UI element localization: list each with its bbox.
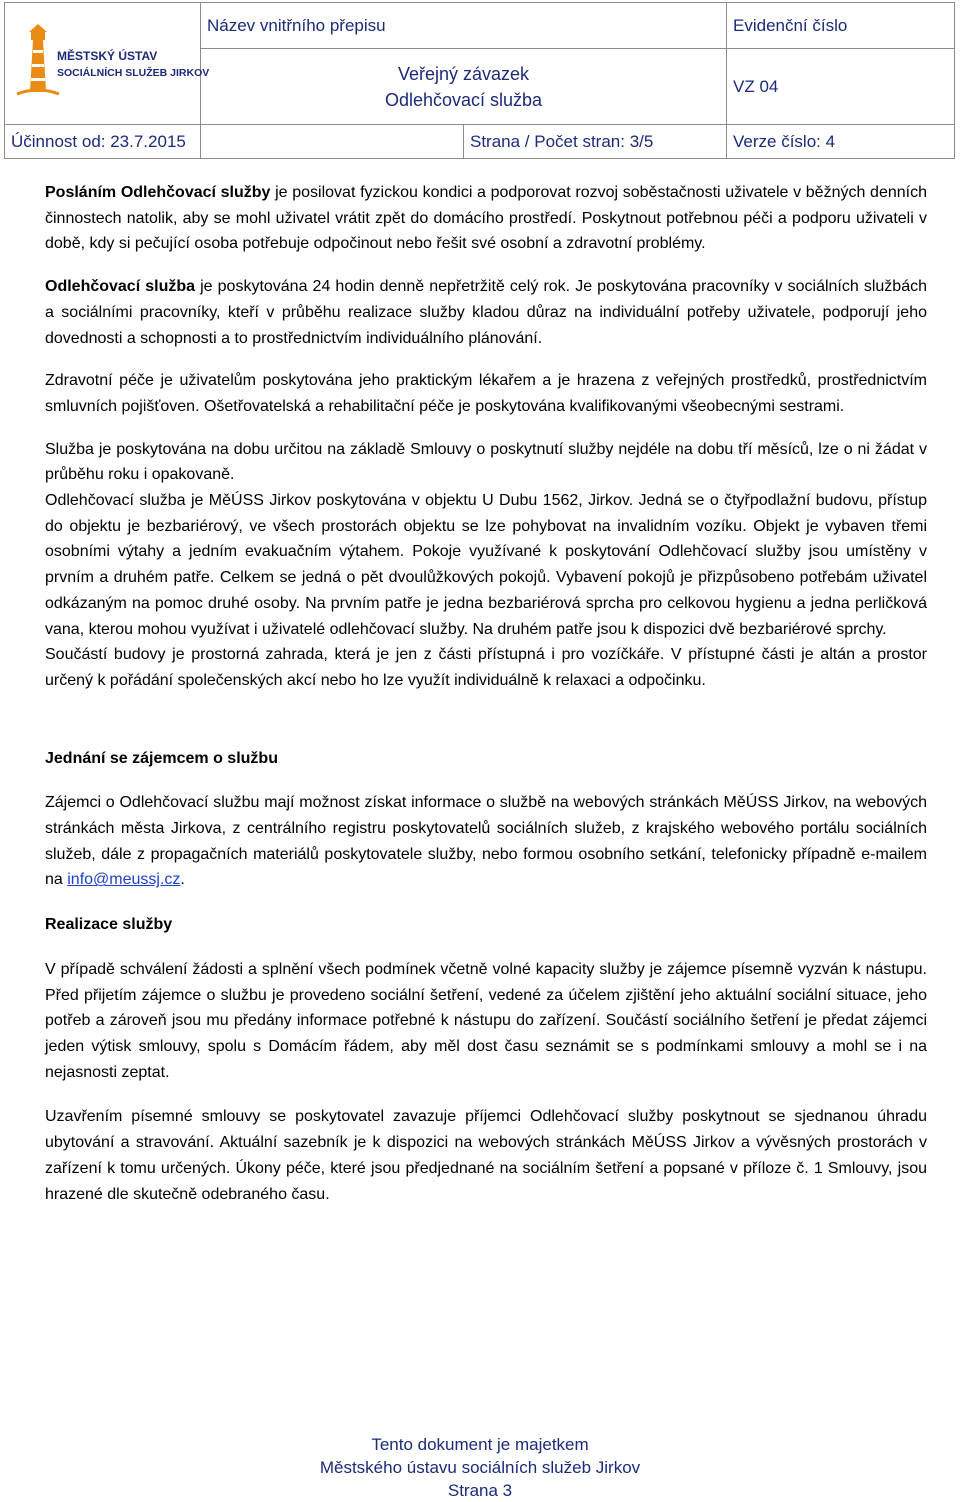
email-link[interactable]: info@meussj.cz	[67, 871, 181, 889]
paragraph-availability	[45, 274, 927, 351]
evidence-number: VZ 04	[727, 49, 955, 125]
paragraph-building: Odlehčovací služba je MěÚSS Jirkov poskytována v objektu U Dubu 1562, Jirkov. Jedná se o čtyřpodlažní budovu, přístup do objektu je bezbariérový, ve všech prostorách objektu se lze pohybovat na invalidním vozíku. Objekt je vybaven třemi osobními výtahy a jedním evakuačním výtahem. Pokoje využívané k poskytování Odlehčovací služby jsou umístěny v prvním a druhém patře. Celkem se jedná o pět dvoulůžkových pokojů. Vybavení pokojů je přizpůsobeno potřebám uživatel odkázaným na pomoc druhé osoby. Na prvním patře je jedna bezbariérová sprcha pro celkovou hygienu a jedna perličková vana, kterou mohou využívat i uživatelé odlehčovací služby. Na druhém patře jsou k dispozici dvě bezbariérové sprchy.	[45, 492, 927, 638]
footer-line-2: Městského ústavu sociálních služeb Jirkov	[319, 1458, 641, 1477]
paragraph-mission	[45, 180, 927, 257]
mission-lead: Posláním Odlehčovací služby	[45, 184, 271, 201]
footer-page-number: Strana 3	[447, 1481, 513, 1500]
availability-lead: Odlehčovací služba	[45, 278, 196, 296]
effective-date: Účinnost od: 23.7.2015	[5, 125, 201, 159]
lighthouse-logo-icon	[13, 22, 209, 100]
availability-rest: Je poskytována pracovníky v sociálních službách a sociálními pracovníky, kteří v průběhu realizace služby kladou důraz na individuální potřeby uživatele, podporují jeho dovednosti a schopnosti a to prostřednictvím individuálního plánování.	[45, 278, 928, 347]
logo	[5, 3, 209, 125]
paragraph-information	[45, 790, 927, 893]
title-line-2: Odlehčovací služba	[384, 89, 543, 110]
paragraph-duration: Služba je poskytována na dobu určitou na základě Smlouvy o poskytnutí služby nejdéle na dobu tří měsíců, lze o ni žádat v průběhu roku i opakovaně.	[45, 440, 927, 484]
mission-text: je posilovat fyzickou kondici a podporovat rozvoj soběstačnosti uživatele v běžných denních činnostech natolik, aby se mohl uživatel vrátit zpět do domácího prostředí. Poskytnout potřebnou péči a podporu uživateli v době, kdy si pečující osoba potřebuje odpočinout nebo řešit své osobní a zdravotní problémy.	[45, 184, 927, 253]
paragraph-health-care: Zdravotní péče je uživatelům poskytována jeho praktickým lékařem a je hrazena z veřejných prostředků, prostřednictvím smluvních pojišťoven. Ošetřovatelská a rehabilitační péče je poskytována kvalifikovanými všeobecnými sestrami.	[45, 372, 927, 415]
page-count: Strana / Počet stran: 3/5	[464, 125, 727, 159]
document-body	[45, 180, 927, 1207]
version-number: Verze číslo: 4	[727, 125, 955, 159]
paragraph-admission: V případě schválení žádosti a splnění všech podmínek včetně volné kapacity služby je zájemce písemně vyzván k nástupu. Před přijetím zájemce o službu je provedeno sociální šetření, vedené za účelem zjištění jeho aktuální sociální situace, jeho potřeb a zároveň jsou mu předány informace potřebné k nástupu do zařízení. Součástí sociálního šetření je předat zájemci jeden výtisk smlouvy, spolu s Domácím řádem, aby měl dost času seznámit se s podmínkami smlouvy a mohl se i na nejasnosti zeptat.	[45, 960, 927, 1081]
label-document-name: Název vnitřního přepisu	[201, 3, 727, 49]
heading-realization: Realizace služby	[45, 916, 173, 934]
logo-text-line2: SOCIÁLNÍCH SLUŽEB JIRKOV	[56, 67, 209, 79]
information-end: .	[180, 871, 185, 889]
heading-applicant: Jednání se zájemcem o službu	[45, 749, 278, 767]
document-title	[201, 49, 727, 125]
paragraph-contract: Uzavřením písemné smlouvy se poskytovatel zavazuje příjemci Odlehčovací služby poskytnout se sjednanou úhradu ubytování a stravování. Aktuální sazebník je k dispozici na webových stránkách MěÚSS Jirkov a vývěsných prostorách v zařízení k tomu určených. Úkony péče, které jsou předjednané na sociálním šetření a popsané v příloze č. 1 Smlouvy, jsou hrazené dle skutečně odebraného času.	[45, 1108, 927, 1203]
label-evidence-number: Evidenční číslo	[727, 3, 955, 49]
title-line-1: Veřejný závazek	[397, 63, 530, 84]
availability-text: je poskytována 24 hodin denně nepřetržitě celý rok.	[195, 278, 571, 296]
header-spacer	[201, 125, 464, 159]
logo-text-line1: MĚSTSKÝ ÚSTAV	[56, 49, 157, 63]
paragraph-garden: Součástí budovy je prostorná zahrada, která je jen z části přístupná i pro vozíčkáře. V přístupné části je altán a prostor určený k pořádání společenských akcí nebo ho lze využít individuálně k relaxaci a odpočinku.	[45, 646, 927, 689]
footer-line-1: Tento dokument je majetkem	[371, 1435, 589, 1454]
document-header	[4, 2, 955, 159]
document-footer	[0, 1433, 960, 1502]
information-text: Zájemci o Odlehčovací službu mají možnost získat informace o službě na webových stránkách MěÚSS Jirkov, na webových stránkách města Jirkova, z centrálního registru poskytovatelů sociálních služeb, z krajského webového portálu sociálních služeb, dále z propagačních materiálů poskytovatele služby, nebo formou osobního setkání, telefonicky případně e-mailem na	[45, 794, 927, 889]
